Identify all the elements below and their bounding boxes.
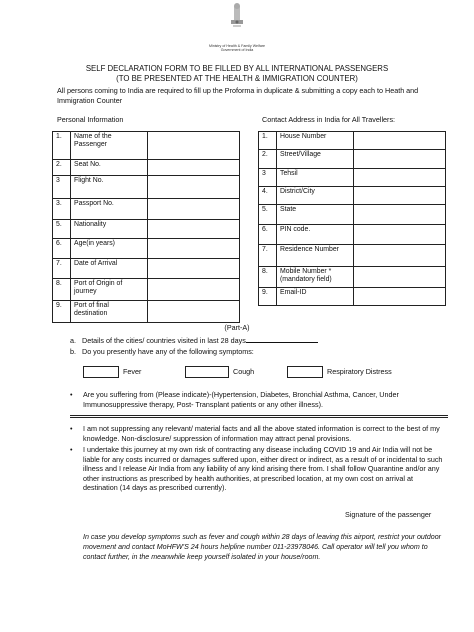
table-row (53, 301, 240, 323)
symptom-label: Respiratory Distress (327, 366, 392, 376)
respiratory-distress-checkbox[interactable] (287, 366, 323, 378)
disclosure-statement (70, 424, 443, 443)
field-label: Name of the Passenger (71, 132, 148, 160)
symptom-fever (83, 366, 141, 378)
question-a (70, 335, 318, 345)
table-row (53, 160, 240, 176)
contact-address-heading: Contact Address in India for All Travellers: (262, 115, 396, 124)
table-row (53, 279, 240, 301)
passport-no-field[interactable] (148, 199, 240, 220)
undertaking-statement-text: I undertake this journey at my own risk of contracting any disease including COVID 19 and Air India will not be liable for any costs incurred or damages suffered upon, either direct or indirect, as a result of or incidental to such illness and I release Air India from any liability of any kind arising there from. I shall follow Quarantine and/or any other instructions as prescribed by health authorities, at prescribed location, at my own cost on arrival at destination (14 days as prescribed currently). (83, 445, 443, 493)
divider (70, 417, 448, 418)
table-row (259, 187, 446, 205)
row-number: 5. (259, 205, 277, 225)
contact-address-table (258, 131, 446, 306)
form-title: SELF DECLARATION FORM TO BE FILLED BY ALL INTERNATIONAL PASSENGERS (85, 64, 389, 73)
table-row (53, 132, 240, 160)
personal-info-table (52, 131, 240, 323)
illness-statement-text: Are you suffering from (Please indicate)-(Hypertension, Diabetes, Bronchial Asthma, Cancer, Under Immunosuppressive therapy, Post- Transplant patients or any other illness). (83, 390, 399, 409)
row-number: 6. (259, 225, 277, 245)
table-row (53, 176, 240, 199)
table-row (53, 239, 240, 259)
cough-checkbox[interactable] (185, 366, 229, 378)
flight-no-field[interactable] (148, 176, 240, 199)
field-label: Port of Origin of journey (71, 279, 148, 301)
bullet: • (70, 424, 73, 433)
question-b-letter: b. (70, 347, 76, 356)
question-a-text: Details of the cities/ countries visited in last 28 days (82, 336, 246, 345)
field-label: Residence Number (277, 245, 354, 267)
field-label: Street/Village (277, 150, 354, 169)
table-row (259, 150, 446, 169)
field-label: Nationality (71, 220, 148, 239)
signature-label: Signature of the passenger (345, 510, 432, 519)
row-number: 9. (53, 301, 71, 323)
symptom-label: Cough (233, 366, 255, 376)
symptom-cough (185, 366, 254, 378)
row-number: 4. (259, 187, 277, 205)
personal-info-heading: Personal Information (57, 115, 124, 124)
footer-note: In case you develop symptoms such as fever and cough within 28 days of leaving this airport, restrict your outdoor movement and contact MoHFW'S 24 hours helpline number 011-23978046. Call operator will tell you whom to contact further, in the meanwhile keep yourself isolated in your house/room. (83, 533, 442, 561)
table-row (53, 259, 240, 279)
field-label: Email-ID (277, 288, 354, 306)
bullet: • (70, 445, 73, 454)
row-number: 2. (259, 150, 277, 169)
form-subtitle: (TO BE PRESENTED AT THE HEALTH & IMMIGRATION COUNTER) (116, 74, 358, 83)
row-number: 1. (53, 132, 71, 160)
row-number: 3 (53, 176, 71, 199)
row-number: 7. (53, 259, 71, 279)
table-row (259, 132, 446, 150)
question-b-text: Do you presently have any of the following symptoms: (82, 347, 254, 356)
passenger-name-field[interactable] (148, 132, 240, 160)
ministry-line-2: Government of India (220, 48, 254, 53)
street-village-field[interactable] (354, 150, 446, 169)
row-number: 6. (53, 239, 71, 259)
field-label: Flight No. (71, 176, 148, 199)
nationality-field[interactable] (148, 220, 240, 239)
ministry-line-1: Ministry of Health & Family Welfare (208, 44, 266, 48)
field-label: House Number (277, 132, 354, 150)
field-label: Tehsil (277, 169, 354, 187)
national-emblem-icon (225, 2, 249, 42)
ministry-header (200, 44, 274, 53)
field-label: Age(in years) (71, 239, 148, 259)
table-row (259, 169, 446, 187)
field-label: PIN code. (277, 225, 354, 245)
table-row (259, 225, 446, 245)
part-a-heading: (Part-A) (224, 323, 250, 332)
email-id-field[interactable] (354, 288, 446, 306)
row-number: 3 (259, 169, 277, 187)
fever-checkbox[interactable] (83, 366, 119, 378)
residence-number-field[interactable] (354, 245, 446, 267)
field-label: Seat No. (71, 160, 148, 176)
intro-text: All persons coming to India are required to fill up the Proforma in duplicate & submitting a copy each to Heath and Immigration Counter (57, 86, 419, 105)
tehsil-field[interactable] (354, 169, 446, 187)
undertaking-statement (70, 445, 443, 493)
field-label: Passport No. (71, 199, 148, 220)
row-number: 1. (259, 132, 277, 150)
mobile-number-field[interactable] (354, 267, 446, 288)
field-label: State (277, 205, 354, 225)
question-a-letter: a. (70, 336, 76, 345)
row-number: 2. (53, 160, 71, 176)
symptom-label: Fever (123, 366, 142, 376)
disclosure-statement-text: I am not suppressing any relevant/ material facts and all the above stated information is correct to the best of my knowledge. Non-disclosure/ suppression of information may attract penal provisions. (83, 424, 440, 443)
origin-port-field[interactable] (148, 279, 240, 301)
row-number: 8. (259, 267, 277, 288)
row-number: 3. (53, 199, 71, 220)
field-label: District/City (277, 187, 354, 205)
age-field[interactable] (148, 239, 240, 259)
arrival-date-field[interactable] (148, 259, 240, 279)
field-label: Port of final destination (71, 301, 148, 323)
table-row (259, 288, 446, 306)
row-number: 9. (259, 288, 277, 306)
state-field[interactable] (354, 205, 446, 225)
field-label: Date of Arrival (71, 259, 148, 279)
table-row (259, 205, 446, 225)
cities-visited-field[interactable] (246, 335, 318, 343)
symptom-respiratory (287, 366, 392, 378)
pin-code-field[interactable] (354, 225, 446, 245)
question-b (70, 347, 254, 356)
illness-statement (70, 390, 443, 409)
house-number-field[interactable] (354, 132, 446, 150)
bullet: • (70, 390, 73, 399)
table-row (53, 220, 240, 239)
district-city-field[interactable] (354, 187, 446, 205)
table-row (53, 199, 240, 220)
row-number: 7. (259, 245, 277, 267)
seat-no-field[interactable] (148, 160, 240, 176)
row-number: 8. (53, 279, 71, 301)
table-row (259, 267, 446, 288)
destination-port-field[interactable] (148, 301, 240, 323)
row-number: 5. (53, 220, 71, 239)
field-label: Mobile Number * (mandatory field) (277, 267, 354, 288)
table-row (259, 245, 446, 267)
